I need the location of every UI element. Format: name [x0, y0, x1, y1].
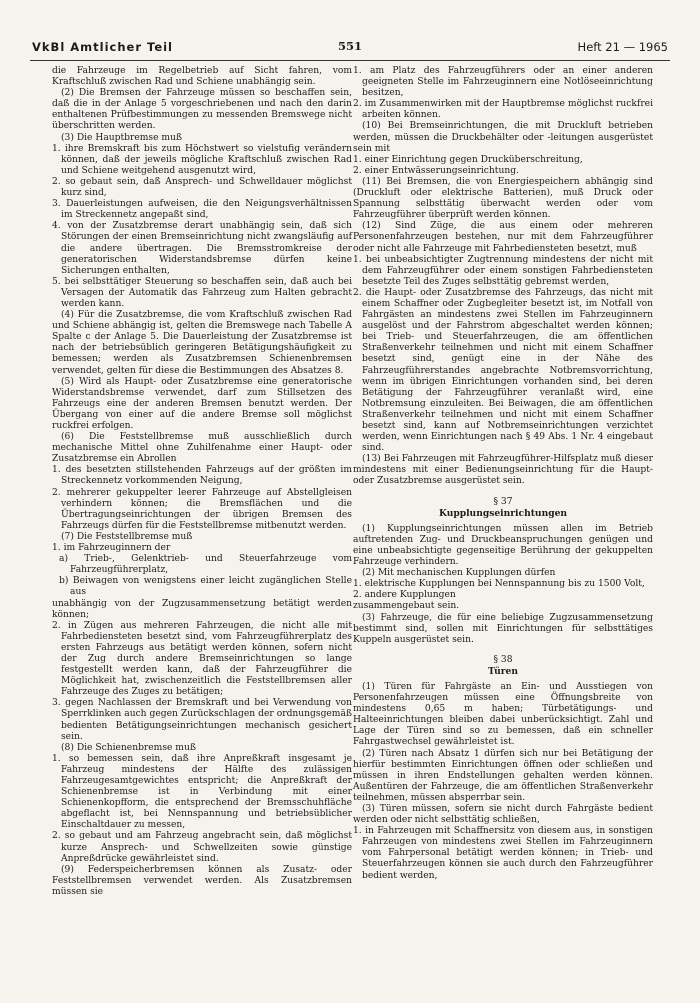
- list-item: 2. andere Kupplungen: [353, 590, 456, 601]
- journal-title: VkBl Amtlicher Teil: [32, 40, 174, 54]
- paragraph: (11) Bei Bremsen, die von Energiespeichern abhängig sind (Druckluft oder elektrische Batterien), muß Druck oder Spannung selbsttätig überwacht werden oder vom Fahrzeugführer überprüft werden können.: [353, 176, 653, 221]
- paragraph-continuation: die Fahrzeuge im Regelbetrieb auf Sicht fahren, vom Kraftschluß zwischen Rad und Schiene unabhängig sein.: [52, 66, 352, 88]
- list-item: 3. Dauerleistungen aufweisen, die den Neigungsverhältnissen im Streckennetz angepaßt sind,: [52, 199, 352, 221]
- list-item: 1. elektrische Kupplungen bei Nennspannung bis zu 1500 Volt,: [353, 579, 645, 590]
- paragraph-continuation: zusammengebaut sein.: [353, 601, 460, 612]
- list-item: 1. am Platz des Fahrzeugführers oder an einer anderen geeigneten Stelle im Fahrzeuginnern eine Notlöseeinrichtung besitzen,: [353, 66, 653, 99]
- list-item: 2. einer Entwässerungseinrichtung.: [353, 165, 519, 176]
- section-heading: Türen: [488, 665, 518, 677]
- list-item: 1. bei unbeabsichtigter Zugtrennung mindestens der nicht mit dem Fahrzeugführer oder einem sonstigen Fahrbediensteten besetzte Teil des Zuges selbsttätig gebremst werden,: [353, 254, 653, 287]
- list-item: 2. so gebaut und am Fahrzeug angebracht sein, daß möglichst kurze Ansprech- und Schwellzeiten sowie günstige Anpreßdrücke gewährleistet sind.: [52, 831, 352, 864]
- paragraph: (6) Die Feststellbremse muß ausschließlich durch mechanische Mittel ohne Zuhilfenahme einer Haupt- oder Zusatzbremse ein Abrollen: [52, 432, 352, 465]
- paragraph: (3) Türen müssen, sofern sie nicht durch Fahrgäste bedient werden oder nicht selbsttätig schließen,: [353, 804, 653, 826]
- paragraph: (5) Wird als Haupt- oder Zusatzbremse eine generatorische Widerstandsbremse verwendet, darf zum Stillsetzen des Fahrzeugs eine der anderen Bremsen benutzt werden. Der Übergang von einer auf die andere Bremse soll möglichst ruckfrei erfolgen.: [52, 376, 352, 431]
- paragraph: (3) Fahrzeuge, die für eine beliebige Zugzusammensetzung bestimmt sind, sollen mit Einrichtungen für selbsttätiges Kuppeln ausgerüstet sein.: [353, 612, 653, 645]
- list-item: 3. gegen Nachlassen der Bremskraft und bei Verwendung von Sperrklinken auch gegen Zurückschlagen der ordnungsgemäß bedienten Betätigungseinrichtungen mechanisch gesichert sein.: [52, 698, 352, 742]
- section-number: § 37: [493, 496, 513, 507]
- paragraph: (9) Federspeicherbremsen können als Zusatz- oder Feststellbremsen verwendet werden. Als Zusatzbremsen müssen sie: [52, 864, 352, 897]
- paragraph: (2) Die Bremsen der Fahrzeuge müssen so beschaffen sein, daß die in der Anlage 5 vorgeschriebenen und nach den darin enthaltenen Prüfbestimmungen zu messenden Bremswege nicht überschritten werden.: [52, 88, 352, 132]
- page-header: [32, 40, 668, 56]
- paragraph-continuation: unabhängig von der Zugzusammensetzung betätigt werden können;: [52, 598, 352, 620]
- list-item: 5. bei selbsttätiger Steuerung so beschaffen sein, daß auch bei Versagen der Automatik das Fahrzeug zum Halten gebracht werden kann.: [52, 276, 352, 309]
- right-column: [353, 66, 653, 882]
- list-item: 1. ihre Bremskraft bis zum Höchstwert so vielstufig verändern können, daß der jeweils mögliche Kraftschluß zwischen Rad und Schiene weitgehend ausgenutzt wird,: [52, 143, 352, 176]
- section-heading: Kupplungseinrichtungen: [438, 507, 568, 519]
- list-item: 2. so gebaut sein, daß Ansprech- und Schwelldauer möglichst kurz sind,: [52, 176, 352, 199]
- list-item: 1. des besetzten stillstehenden Fahrzeugs auf der größten im Streckennetz vorkommenden Neigung,: [52, 465, 352, 487]
- list-item: 1. im Fahrzeuginnern der: [52, 543, 171, 554]
- spacer: [353, 646, 653, 651]
- issue-label: Heft 21 — 1965: [577, 40, 668, 54]
- paragraph: (10) Bei Bremseinrichtungen, die mit Druckluft betrieben werden, müssen die Druckbehälter oder -leitungen ausgerüstet sein mit: [353, 121, 653, 154]
- page-number: 551: [337, 39, 362, 53]
- header-rule: [30, 60, 670, 61]
- paragraph: (1) Kupplungseinrichtungen müssen allen im Betrieb auftretenden Zug- und Druckbeanspruchungen genügen und eine unbeabsichtigte gegenseitige Berührung der gekuppelten Fahrzeuge verhindern.: [353, 523, 653, 568]
- paragraph: (2) Mit mechanischen Kupplungen dürfen: [362, 568, 556, 579]
- section-number: § 38: [493, 654, 513, 665]
- list-item: 1. so bemessen sein, daß ihre Anpreßkraft insgesamt je Fahrzeug mindestens der Hälfte des zulässigen Fahrzeugesamtgewichtes entspricht; die Anpreßkraft der Schienenbremse ist in Verbindung mit einer Schienenkopfform, die entsprechend der Bremsschuhfläche abgeflacht ist, bei Nennspannung und betriebsüblicher Einschaltdauer zu messen,: [52, 753, 352, 831]
- paragraph: (3) Die Hauptbremse muß: [61, 132, 183, 143]
- list-item: 1. in Fahrzeugen mit Schaffnersitz von diesem aus, in sonstigen Fahrzeugen von mindestens zwei Stellen im Fahrzeuginnern vom Fahrpersonal betätigt werden können; in Trieb- und Steuerfahrzeugen können sie auch durch den Fahrzeugführer bedient werden,: [353, 826, 653, 881]
- paragraph: (2) Türen nach Absatz 1 dürfen sich nur bei Betätigung der hierfür bestimmten Einrichtungen öffnen oder schließen und müssen in ihren Endstellungen gehalten werden können. Außentüren der Fahrzeuge, die am öffentlichen Straßenverkehr teilnehmen, müssen absperrbar sein.: [353, 748, 653, 803]
- paragraph: (8) Die Schienenbremse muß: [61, 742, 196, 753]
- list-item: 4. von der Zusatzbremse derart unabhängig sein, daß sich Störungen der einen Bremseinrichtung nicht zwangsläufig auf die andere übertragen. Die Bremsstromkreise der generatorischen Widerstandsbremse dürfen keine Sicherungen enthalten,: [52, 221, 352, 276]
- list-item: 2. die Haupt- oder Zusatzbremse des Fahrzeugs, das nicht mit einem Schaffner oder Zugbegleiter besetzt ist, im Notfall von Fahrgästen an mindestens zwei Stellen im Fahrzeuginnern ausgelöst und der Fahrstrom abgeschaltet werden können; bei Trieb- und Steuerfahrzeugen, die am öffentlichen Straßenverkehr teilnehmen und nicht mit einem Schaffner besetzt sind, genügt eine in der Nähe des Fahrzeugführerstandes angebrachte Notbremsvorrichtung, wenn im übrigen Einrichtungen vorhanden sind, bei deren Betätigung der Fahrzeugführer veranlaßt wird, eine Notbremsung einzuleiten. Bei Beiwagen, die am öffentlichen Straßenverkehr teilnehmen und nicht mit einem Schaffner besetzt sind, kann auf Notbremseinrichtungen verzichtet werden, wenn Einrichtungen nach § 49 Abs. 1 Nr. 4 eingebaut sind.: [353, 287, 653, 454]
- left-column: [52, 66, 352, 898]
- list-item: 2. im Zusammenwirken mit der Hauptbremse möglichst ruckfrei arbeiten können.: [353, 99, 653, 121]
- list-item: 2. in Zügen aus mehreren Fahrzeugen, die nicht alle mit Fahrbediensteten besetzt sind, vom Fahrzeugführerplatz des ersten Fahrzeugs aus betätigt werden können, sofern nicht der Zug durch andere Bremseinrichtungen so lange festgestellt werden kann, daß der Fahrzeugführer die Möglichkeit hat, zwischenzeitlich die Feststellbremsen aller Fahrzeuge des Zuges zu betätigen;: [52, 620, 352, 698]
- paragraph: (12) Sind Züge, die aus einem oder mehreren Personenfahrzeugen bestehen, nur mit dem Fahrzeugführer oder nicht alle Fahrzeuge mit Fahrbediensteten besetzt, muß: [353, 221, 653, 254]
- paragraph: (4) Für die Zusatzbremse, die vom Kraftschluß zwischen Rad und Schiene abhängig ist, gelten die Bremswege nach Tabelle A Spalte c der Anlage 5. Die Dauerleistung der Zusatzbremse ist nach der betriebsüblich geringeren Betätigungshäufigkeit zu bemessen; werden als Zusatzbremsen Schienenbremsen verwendet, gelten für diese die Bestimmungen des Absatzes 8.: [52, 310, 352, 376]
- paragraph: (13) Bei Fahrzeugen mit Fahrzeugführer-Hilfsplatz muß dieser mindestens mit einer Bedienungseinrichtung für die Haupt- oder Zusatzbremse ausgerüstet sein.: [353, 454, 653, 487]
- spacer: [353, 488, 653, 493]
- paragraph: (1) Türen für Fahrgäste an Ein- und Ausstiegen von Personenfahrzeugen müssen eine Öffnungsbreite von mindestens 0,65 m haben; Türbetätigungs- und Halteeinrichtungen bleiben dabei unberücksichtigt. Zahl und Lage der Türen sind so zu bemessen, daß ein schneller Fahrgastwechsel gewährleistet ist.: [353, 681, 653, 748]
- paragraph: (7) Die Feststellbremse muß: [61, 531, 193, 542]
- sub-list-item: a) Trieb-, Gelenktrieb- und Steuerfahrzeuge vom Fahrzeugführerplatz,: [59, 554, 352, 576]
- sub-list-item: b) Beiwagen von wenigstens einer leicht zugänglichen Stelle aus: [59, 576, 352, 598]
- list-item: 2. mehrerer gekuppelter leerer Fahrzeuge auf Abstellgleisen verhindern können; die Bremsflächen und die Übertragungseinrichtungen der übrigen Bremsen des Fahrzeugs dürfen für die Feststellbremse mitbenutzt werden.: [52, 487, 352, 531]
- list-item: 1. einer Einrichtung gegen Drucküberschreitung,: [353, 154, 583, 165]
